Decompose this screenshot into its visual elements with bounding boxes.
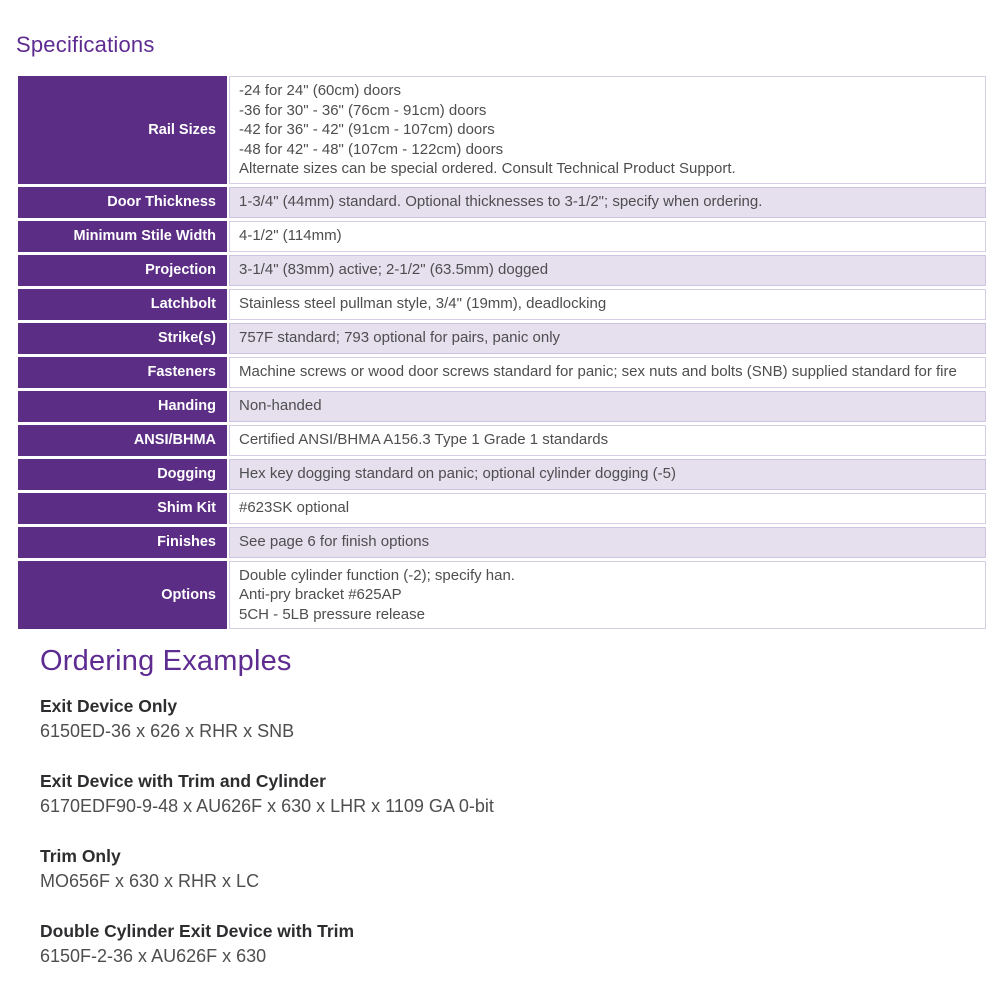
spec-value-line: Non-handed — [239, 397, 322, 415]
spec-value-line: Hex key dogging standard on panic; optional cylinder dogging (-5) — [239, 465, 676, 483]
spec-row-label: Minimum Stile Width — [18, 221, 227, 252]
spec-table-row — [18, 187, 986, 218]
ordering-example — [40, 919, 940, 969]
ordering-example — [40, 769, 940, 819]
spec-value-line: Double cylinder function (-2); specify han. — [239, 566, 515, 584]
spec-table-row — [18, 221, 986, 252]
spec-value-line: 4-1/2" (114mm) — [239, 227, 342, 245]
spec-value-line: See page 6 for finish options — [239, 533, 430, 551]
spec-row-label: Latchbolt — [18, 289, 227, 320]
spec-row-value — [229, 561, 986, 630]
ordering-example-code: 6150ED-36 x 626 x RHR x SNB — [40, 721, 295, 741]
ordering-example-code: 6170EDF90-9-48 x AU626F x 630 x LHR x 1109 GA 0-bit — [40, 796, 494, 816]
ordering-examples-section — [40, 645, 940, 994]
spec-row-label: Projection — [18, 255, 227, 286]
spec-value-line: 1-3/4" (44mm) standard. Optional thicknesses to 3-1/2"; specify when ordering. — [239, 193, 763, 211]
spec-row-label: Fasteners — [18, 357, 227, 388]
spec-row-value — [229, 255, 986, 286]
spec-table-row — [18, 493, 986, 524]
spec-value-line: 5CH - 5LB pressure release — [239, 605, 425, 623]
spec-row-value — [229, 289, 986, 320]
spec-table-row — [18, 459, 986, 490]
spec-row-value — [229, 221, 986, 252]
ordering-example-title: Exit Device with Trim and Cylinder — [40, 771, 326, 791]
spec-table-row — [18, 561, 986, 630]
spec-row-value — [229, 527, 986, 558]
spec-row-value — [229, 357, 986, 388]
spec-value-line: -48 for 42" - 48" (107cm - 122cm) doors — [239, 140, 504, 158]
ordering-example — [40, 694, 940, 744]
spec-value-line: Machine screws or wood door screws standard for panic; sex nuts and bolts (SNB) supplied standard for fire — [239, 363, 957, 381]
spec-row-label: Door Thickness — [18, 187, 227, 218]
spec-value-line: #623SK optional — [239, 499, 350, 517]
spec-row-label: Dogging — [18, 459, 227, 490]
spec-value-line: 3-1/4" (83mm) active; 2-1/2" (63.5mm) dogged — [239, 261, 549, 279]
spec-value-line: -42 for 36" - 42" (91cm - 107cm) doors — [239, 121, 495, 138]
spec-row-label: Shim Kit — [18, 493, 227, 524]
spec-table-row — [18, 323, 986, 354]
ordering-examples-heading: Ordering Examples — [40, 645, 292, 677]
spec-row-value — [229, 425, 986, 456]
spec-table-row — [18, 425, 986, 456]
spec-row-label: Finishes — [18, 527, 227, 558]
spec-table-row — [18, 391, 986, 422]
spec-row-label: Rail Sizes — [18, 76, 227, 184]
specifications-heading: Specifications — [16, 32, 155, 57]
spec-row-label: Options — [18, 561, 227, 630]
spec-row-value — [229, 323, 986, 354]
spec-value-line: Alternate sizes can be special ordered. Consult Technical Product Support. — [239, 160, 736, 177]
spec-row-value — [229, 187, 986, 218]
spec-table-row — [18, 357, 986, 388]
ordering-example — [40, 844, 940, 894]
spec-table-row — [18, 76, 986, 184]
ordering-example-code: 6150F-2-36 x AU626F x 630 — [40, 946, 267, 966]
spec-row-value — [229, 391, 986, 422]
spec-value-line: Stainless steel pullman style, 3/4" (19mm), deadlocking — [239, 295, 607, 313]
spec-row-label: ANSI/BHMA — [18, 425, 227, 456]
ordering-example-title: Trim Only — [40, 846, 121, 866]
specifications-table — [18, 76, 986, 632]
spec-row-value — [229, 76, 986, 184]
spec-row-value — [229, 459, 986, 490]
spec-table-row — [18, 527, 986, 558]
spec-table-row — [18, 255, 986, 286]
spec-value-line: Anti-pry bracket #625AP — [239, 586, 402, 603]
ordering-example-title: Double Cylinder Exit Device with Trim — [40, 921, 355, 941]
spec-row-label: Strike(s) — [18, 323, 227, 354]
ordering-example-code: MO656F x 630 x RHR x LC — [40, 871, 260, 891]
ordering-example-title: Exit Device Only — [40, 696, 178, 716]
spec-value-line: Certified ANSI/BHMA A156.3 Type 1 Grade 1 standards — [239, 431, 609, 449]
spec-value-line: -24 for 24" (60cm) doors — [239, 82, 402, 99]
spec-value-line: 757F standard; 793 optional for pairs, panic only — [239, 329, 561, 347]
spec-row-label: Handing — [18, 391, 227, 422]
spec-table-row — [18, 289, 986, 320]
spec-value-line: -36 for 30" - 36" (76cm - 91cm) doors — [239, 101, 487, 119]
spec-row-value — [229, 493, 986, 524]
ordering-examples-list — [40, 694, 940, 969]
